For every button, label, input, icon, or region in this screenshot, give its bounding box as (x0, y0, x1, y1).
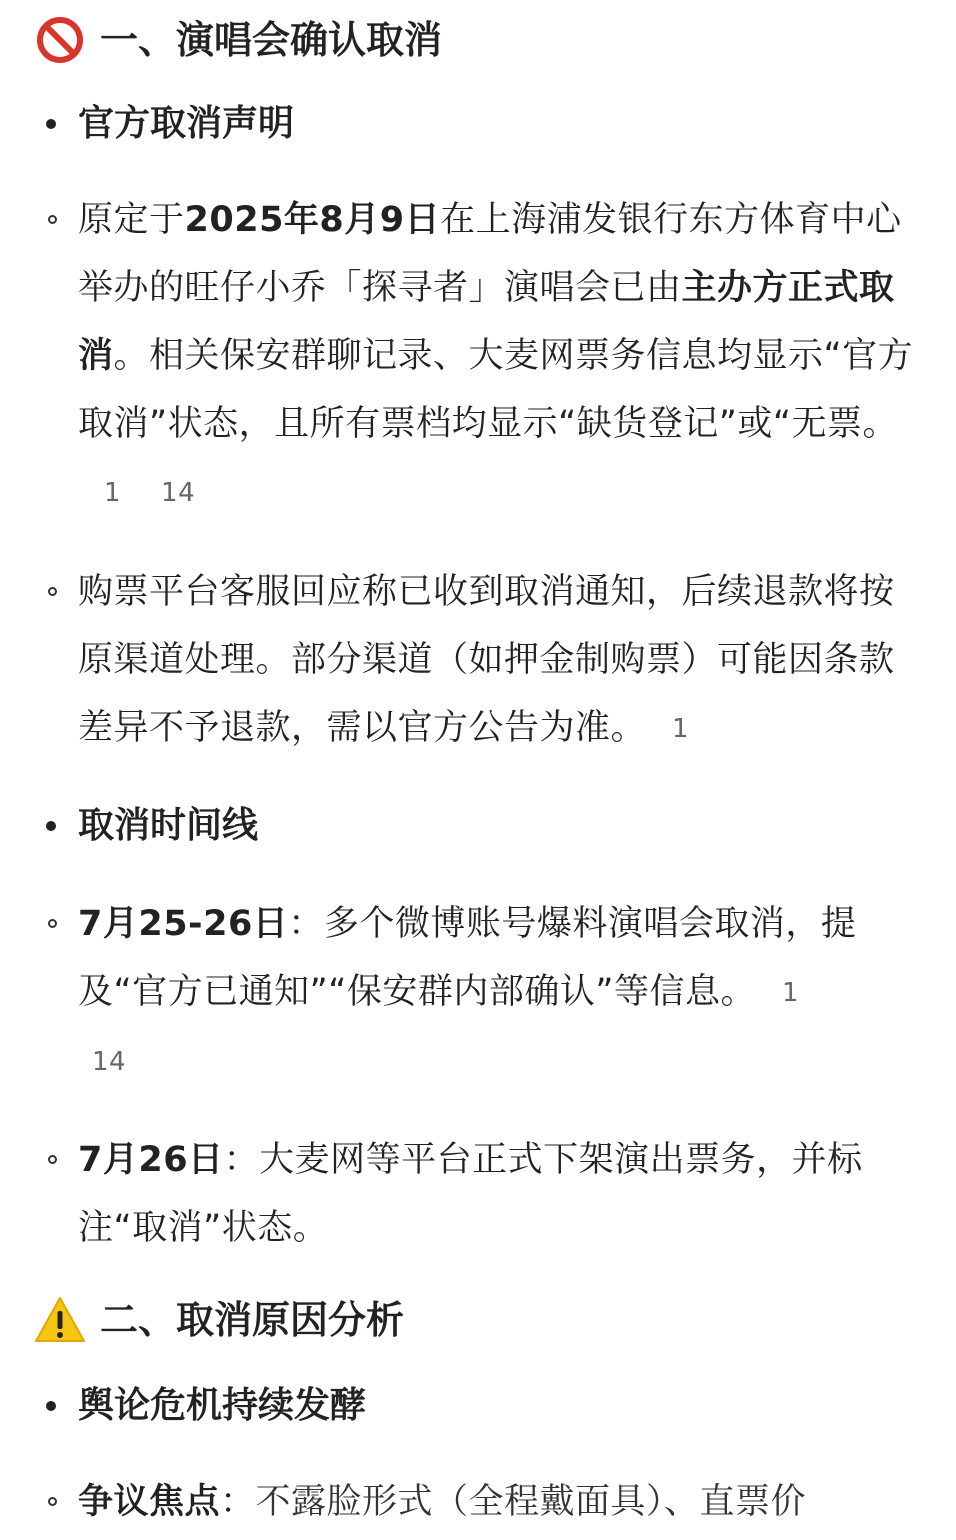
citation-link[interactable]: 1 (104, 478, 122, 508)
subheading-official (46, 96, 294, 152)
crisis-item-1 (78, 1468, 928, 1536)
warning-icon (34, 1294, 86, 1346)
para-bold: 主办方正式取消 (78, 268, 895, 376)
citation-link[interactable]: 1 (672, 714, 690, 744)
paragraph-official-1 (78, 186, 928, 527)
hollow-bullet (48, 919, 57, 928)
para-text: 原定于 (78, 200, 185, 240)
subheading-timeline (46, 798, 258, 854)
section-heading-cancel (34, 12, 442, 68)
timeline-date: 7月26日 (78, 1140, 224, 1180)
separator: ： (288, 904, 324, 944)
para-bold: 2025年8月9日 (184, 200, 441, 240)
hollow-bullet (48, 1497, 57, 1506)
para-text: 多个微博账号爆料演唱会取消，提及“官方已通知”“保安群内部确认”等信息。 (78, 904, 857, 1012)
timeline-date: 7月25-26日 (78, 904, 289, 944)
paragraph-official-2 (78, 558, 928, 763)
hollow-bullet (48, 215, 57, 224)
timeline-item-2 (78, 1126, 928, 1262)
subheading-text: 官方取消声明 (78, 103, 295, 144)
separator: ： (223, 1140, 260, 1180)
section-title: 二、取消原因分析 (100, 1298, 405, 1342)
hollow-bullet (48, 1155, 57, 1164)
para-text: 购票平台客服回应称已收到取消通知，后续退款将按原渠道处理。部分渠道（如押金制购票）可能因条款差异不予退款，需以官方公告为准。 (78, 572, 895, 748)
separator: ： (220, 1482, 256, 1522)
subheading-crisis (46, 1378, 366, 1434)
subheading-text: 取消时间线 (78, 805, 259, 846)
para-text: 在上海浦发银行东方体育中心举办的旺仔小乔「探寻者」演唱会已由 (78, 200, 902, 308)
para-text: 不露脸形式（全程戴面具）、直票价 (255, 1482, 807, 1522)
para-text: 。相关保安群聊记录、大麦网票务信息均显示“官方取消”状态，且所有票档均显示“缺货登记”或“无票。 (78, 336, 914, 444)
citation-link[interactable]: 14 (92, 1047, 127, 1077)
hollow-bullet (48, 587, 57, 596)
prohibited-icon (34, 14, 86, 66)
timeline-item-1 (78, 890, 928, 1096)
subheading-text: 舆论危机持续发酵 (78, 1385, 367, 1426)
section-title: 一、演唱会确认取消 (100, 18, 443, 62)
para-text: 大麦网等平台正式下架演出票务，并标注“取消”状态。 (78, 1140, 863, 1248)
citation-link[interactable]: 1 (782, 978, 800, 1008)
citation-link[interactable]: 14 (161, 478, 196, 508)
section-heading-reasons (34, 1292, 404, 1348)
item-label: 争议焦点 (78, 1482, 221, 1522)
